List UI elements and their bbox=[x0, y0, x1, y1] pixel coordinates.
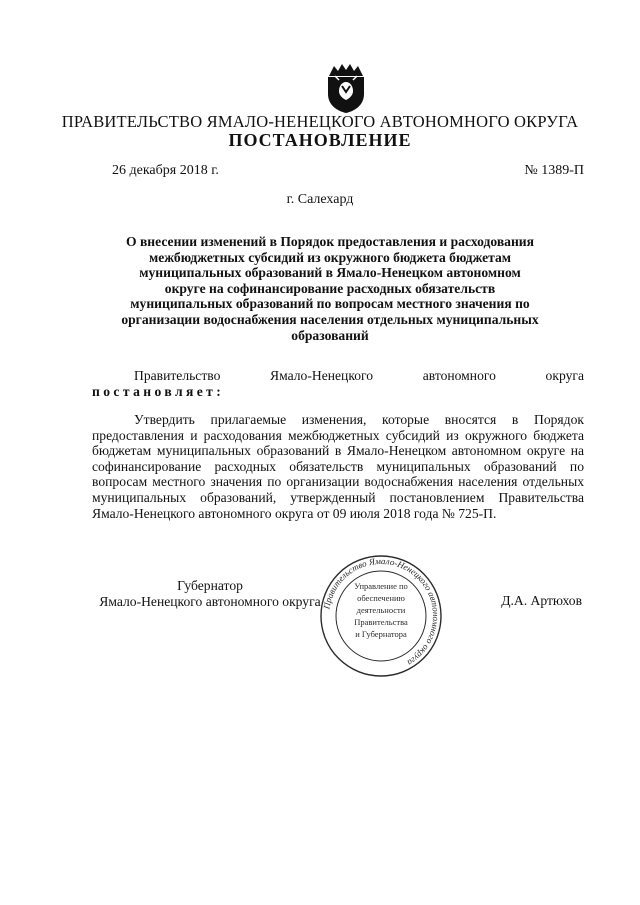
document-subject: О внесении изменений в Порядок предоставления и расходования межбюджетных субсидий из окружного бюджета бюджетам муниципальных образований в Ямало-Ненецком автономном округе на софинансирование расходных обязательств муниципальных образований по вопросам местного значения по организации водоснабжения населения отдельных муниципальных образований bbox=[121, 234, 539, 343]
stamp-line: Правительства bbox=[354, 617, 408, 627]
resolves-word: постановляет: bbox=[92, 384, 225, 399]
document-date: 26 декабря 2018 г. bbox=[112, 163, 219, 178]
preamble-word: Правительство bbox=[134, 368, 221, 383]
preamble-word: автономного bbox=[422, 368, 496, 383]
stamp-line: и Губернатора bbox=[355, 629, 407, 639]
stamp-line: обеспечению bbox=[357, 593, 405, 603]
government-name: ПРАВИТЕЛЬСТВО ЯМАЛО-НЕНЕЦКОГО АВТОНОМНОГО ОКРУГА bbox=[61, 112, 579, 131]
coat-of-arms-icon bbox=[325, 62, 367, 114]
document-city: г. Салехард bbox=[286, 192, 354, 207]
preamble-word: Ямало-Ненецкого bbox=[270, 368, 374, 383]
signatory-title-line: Ямало-Ненецкого автономного округа bbox=[99, 593, 321, 609]
stamp-line: Управление по bbox=[354, 581, 408, 591]
signatory-title bbox=[92, 578, 328, 609]
signatory-title-line: Губернатор bbox=[177, 578, 243, 593]
preamble-line bbox=[92, 368, 584, 384]
official-stamp bbox=[318, 553, 444, 679]
body-paragraph: Утвердить прилагаемые изменения, которые вносятся в Порядок предоставления и расходования межбюджетных субсидий из окружного бюджета бюджетам муниципальных образований в Ямало-Ненецком автономном округе на софинансирование расходных обязательств муниципальных образований по вопросам местного значения по организации водоснабжения населения отдельных муниципальных образований, утвержденный постановлением Правительства Ямало-Ненецкого автономного округа от 09 июля 2018 года № 725-П. bbox=[92, 412, 584, 521]
preamble-word: округа bbox=[545, 368, 584, 383]
signatory-name: Д.А. Артюхов bbox=[501, 593, 582, 608]
stamp-line: деятельности bbox=[356, 605, 406, 615]
stamp-ring-text: Правительство Ямало-Ненецкого автономного округа bbox=[321, 555, 442, 669]
document-type: ПОСТАНОВЛЕНИЕ bbox=[228, 130, 412, 150]
document-number: № 1389-П bbox=[524, 163, 584, 178]
